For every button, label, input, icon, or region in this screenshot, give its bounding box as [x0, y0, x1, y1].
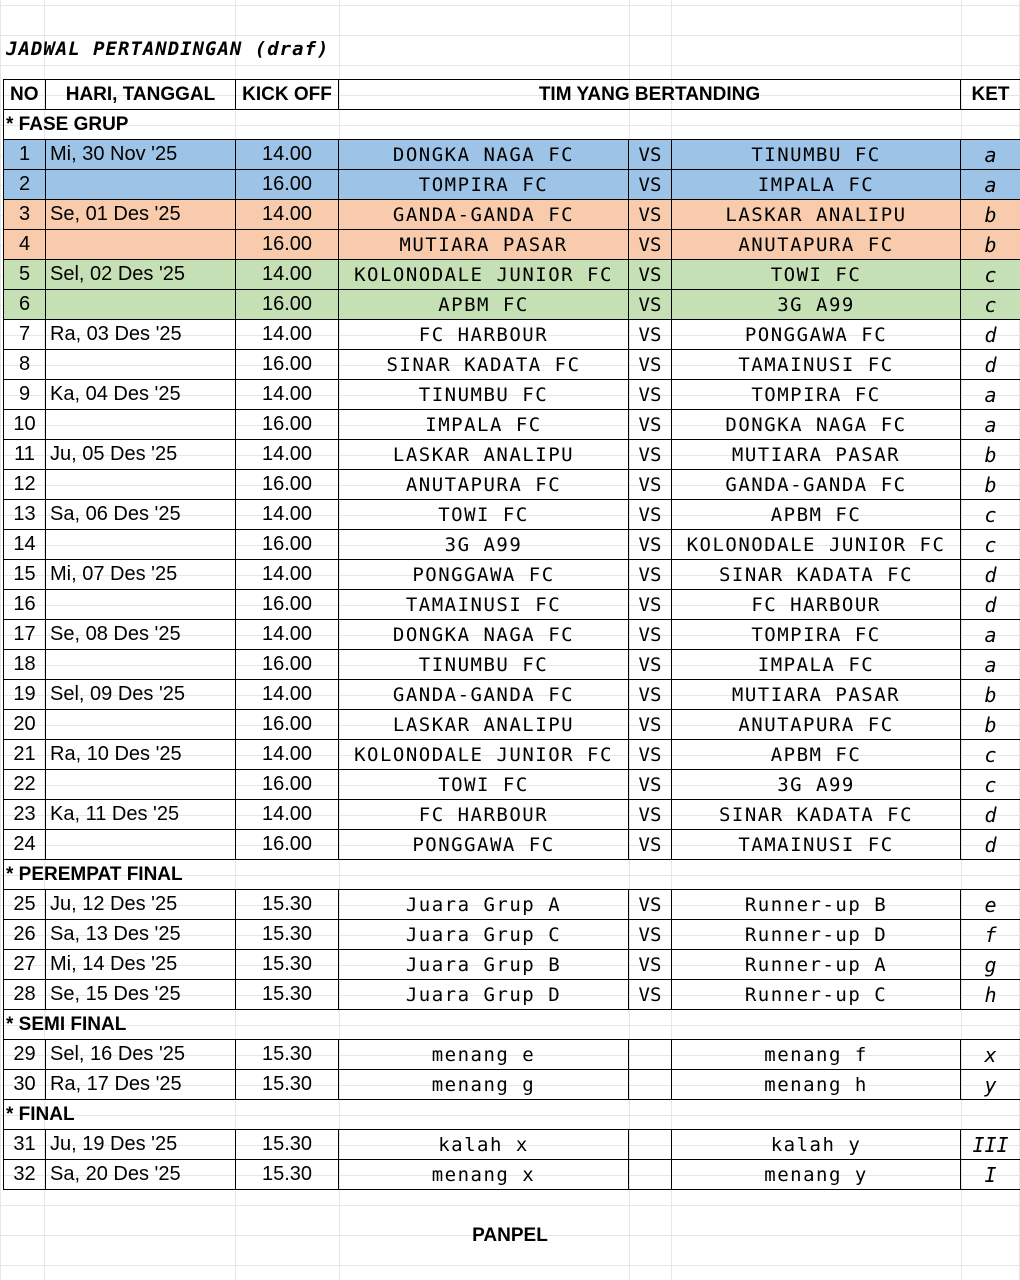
- match-row: [4, 230, 1020, 260]
- versus-label: VS: [629, 950, 672, 980]
- versus-label: VS: [629, 380, 672, 410]
- match-number: 31: [4, 1130, 46, 1160]
- away-team: TOMPIRA FC: [672, 380, 961, 410]
- versus-label: [629, 1040, 672, 1070]
- match-date: [46, 530, 236, 560]
- match-number: 22: [4, 770, 46, 800]
- kickoff-time: 14.00: [236, 200, 339, 230]
- section-header-row: [4, 1010, 1020, 1040]
- sheet-gridline: [0, 65, 1020, 66]
- kickoff-time: 14.00: [236, 680, 339, 710]
- kickoff-time: 16.00: [236, 590, 339, 620]
- versus-label: VS: [629, 320, 672, 350]
- match-date: Sa, 13 Des '25: [46, 920, 236, 950]
- ket-note: g: [961, 950, 1020, 980]
- home-team: IMPALA FC: [339, 410, 629, 440]
- match-date: [46, 170, 236, 200]
- match-number: 20: [4, 710, 46, 740]
- kickoff-time: 16.00: [236, 170, 339, 200]
- ket-note: d: [961, 590, 1020, 620]
- match-date: Ra, 03 Des '25: [46, 320, 236, 350]
- away-team: menang y: [672, 1160, 961, 1190]
- schedule-table: [3, 79, 1020, 1190]
- kickoff-time: 14.00: [236, 380, 339, 410]
- home-team: Juara Grup C: [339, 920, 629, 950]
- kickoff-time: 14.00: [236, 320, 339, 350]
- ket-note: h: [961, 980, 1020, 1010]
- away-team: MUTIARA PASAR: [672, 680, 961, 710]
- kickoff-time: 16.00: [236, 470, 339, 500]
- ket-note: b: [961, 440, 1020, 470]
- home-team: DONGKA NAGA FC: [339, 140, 629, 170]
- home-team: FC HARBOUR: [339, 800, 629, 830]
- away-team: menang f: [672, 1040, 961, 1070]
- match-number: 4: [4, 230, 46, 260]
- ket-note: e: [961, 890, 1020, 920]
- home-team: menang g: [339, 1070, 629, 1100]
- match-number: 17: [4, 620, 46, 650]
- match-date: [46, 590, 236, 620]
- ket-note: c: [961, 500, 1020, 530]
- match-number: 11: [4, 440, 46, 470]
- home-team: ANUTAPURA FC: [339, 470, 629, 500]
- match-row: [4, 1130, 1020, 1160]
- ket-note: d: [961, 320, 1020, 350]
- away-team: TOWI FC: [672, 260, 961, 290]
- versus-label: VS: [629, 590, 672, 620]
- match-date: Se, 08 Des '25: [46, 620, 236, 650]
- match-number: 21: [4, 740, 46, 770]
- ket-note: a: [961, 380, 1020, 410]
- versus-label: VS: [629, 620, 672, 650]
- match-row: [4, 500, 1020, 530]
- kickoff-time: 15.30: [236, 920, 339, 950]
- header-kickoff: KICK OFF: [236, 80, 339, 110]
- kickoff-time: 16.00: [236, 350, 339, 380]
- ket-note: c: [961, 770, 1020, 800]
- match-row: [4, 830, 1020, 860]
- match-row: [4, 620, 1020, 650]
- match-number: 12: [4, 470, 46, 500]
- match-row: [4, 290, 1020, 320]
- kickoff-time: 14.00: [236, 440, 339, 470]
- away-team: MUTIARA PASAR: [672, 440, 961, 470]
- away-team: APBM FC: [672, 500, 961, 530]
- away-team: TAMAINUSI FC: [672, 830, 961, 860]
- match-date: Mi, 14 Des '25: [46, 950, 236, 980]
- match-number: 18: [4, 650, 46, 680]
- match-date: Sel, 02 Des '25: [46, 260, 236, 290]
- away-team: TAMAINUSI FC: [672, 350, 961, 380]
- versus-label: VS: [629, 830, 672, 860]
- kickoff-time: 14.00: [236, 260, 339, 290]
- schedule-table-body: [4, 80, 1020, 1190]
- match-date: Ka, 11 Des '25: [46, 800, 236, 830]
- match-date: [46, 650, 236, 680]
- match-number: 5: [4, 260, 46, 290]
- match-number: 27: [4, 950, 46, 980]
- match-number: 10: [4, 410, 46, 440]
- match-number: 26: [4, 920, 46, 950]
- match-date: Ra, 17 Des '25: [46, 1070, 236, 1100]
- header-teams: TIM YANG BERTANDING: [339, 80, 961, 110]
- sheet-gridline: [0, 1205, 1020, 1206]
- home-team: GANDA-GANDA FC: [339, 680, 629, 710]
- match-number: 9: [4, 380, 46, 410]
- kickoff-time: 15.30: [236, 890, 339, 920]
- ket-note: d: [961, 800, 1020, 830]
- kickoff-time: 16.00: [236, 770, 339, 800]
- match-date: [46, 230, 236, 260]
- ket-note: III: [961, 1130, 1020, 1160]
- match-row: [4, 200, 1020, 230]
- match-row: [4, 710, 1020, 740]
- match-date: Mi, 30 Nov '25: [46, 140, 236, 170]
- away-team: 3G A99: [672, 290, 961, 320]
- kickoff-time: 16.00: [236, 230, 339, 260]
- away-team: DONGKA NAGA FC: [672, 410, 961, 440]
- header-date: HARI, TANGGAL: [46, 80, 236, 110]
- ket-note: f: [961, 920, 1020, 950]
- match-number: 14: [4, 530, 46, 560]
- versus-label: VS: [629, 710, 672, 740]
- versus-label: VS: [629, 470, 672, 500]
- home-team: kalah x: [339, 1130, 629, 1160]
- match-number: 29: [4, 1040, 46, 1070]
- home-team: APBM FC: [339, 290, 629, 320]
- versus-label: VS: [629, 500, 672, 530]
- away-team: SINAR KADATA FC: [672, 560, 961, 590]
- match-number: 19: [4, 680, 46, 710]
- match-row: [4, 920, 1020, 950]
- versus-label: VS: [629, 650, 672, 680]
- match-number: 1: [4, 140, 46, 170]
- page-title: JADWAL PERTANDINGAN (draf): [6, 38, 330, 60]
- versus-label: [629, 1130, 672, 1160]
- away-team: APBM FC: [672, 740, 961, 770]
- match-number: 6: [4, 290, 46, 320]
- away-team: Runner-up C: [672, 980, 961, 1010]
- match-number: 25: [4, 890, 46, 920]
- sheet-gridline: [0, 5, 1020, 6]
- home-team: TINUMBU FC: [339, 650, 629, 680]
- away-team: KOLONODALE JUNIOR FC: [672, 530, 961, 560]
- match-number: 23: [4, 800, 46, 830]
- away-team: Runner-up D: [672, 920, 961, 950]
- ket-note: a: [961, 410, 1020, 440]
- match-date: Se, 01 Des '25: [46, 200, 236, 230]
- match-row: [4, 380, 1020, 410]
- section-label: * SEMI FINAL: [4, 1010, 1020, 1040]
- match-date: [46, 410, 236, 440]
- match-date: Ju, 05 Des '25: [46, 440, 236, 470]
- match-row: [4, 650, 1020, 680]
- ket-note: x: [961, 1040, 1020, 1070]
- home-team: menang x: [339, 1160, 629, 1190]
- sheet-gridline: [0, 0, 1, 1280]
- versus-label: VS: [629, 350, 672, 380]
- versus-label: VS: [629, 560, 672, 590]
- match-number: 2: [4, 170, 46, 200]
- versus-label: VS: [629, 170, 672, 200]
- ket-note: c: [961, 260, 1020, 290]
- match-row: [4, 470, 1020, 500]
- match-number: 7: [4, 320, 46, 350]
- match-row: [4, 800, 1020, 830]
- kickoff-time: 15.30: [236, 950, 339, 980]
- ket-note: a: [961, 140, 1020, 170]
- home-team: LASKAR ANALIPU: [339, 710, 629, 740]
- home-team: TOWI FC: [339, 500, 629, 530]
- match-number: 13: [4, 500, 46, 530]
- section-label: * PEREMPAT FINAL: [4, 860, 1020, 890]
- kickoff-time: 16.00: [236, 290, 339, 320]
- match-number: 32: [4, 1160, 46, 1190]
- match-row: [4, 440, 1020, 470]
- ket-note: a: [961, 650, 1020, 680]
- versus-label: [629, 1070, 672, 1100]
- versus-label: VS: [629, 230, 672, 260]
- ket-note: d: [961, 560, 1020, 590]
- versus-label: VS: [629, 410, 672, 440]
- kickoff-time: 16.00: [236, 710, 339, 740]
- match-number: 8: [4, 350, 46, 380]
- home-team: 3G A99: [339, 530, 629, 560]
- away-team: GANDA-GANDA FC: [672, 470, 961, 500]
- match-row: [4, 770, 1020, 800]
- home-team: MUTIARA PASAR: [339, 230, 629, 260]
- match-date: Sa, 06 Des '25: [46, 500, 236, 530]
- home-team: menang e: [339, 1040, 629, 1070]
- header-ket: KET: [961, 80, 1020, 110]
- match-date: Ju, 12 Des '25: [46, 890, 236, 920]
- ket-note: c: [961, 740, 1020, 770]
- kickoff-time: 16.00: [236, 650, 339, 680]
- versus-label: [629, 1160, 672, 1190]
- ket-note: c: [961, 530, 1020, 560]
- kickoff-time: 15.30: [236, 1160, 339, 1190]
- match-row: [4, 1160, 1020, 1190]
- match-row: [4, 590, 1020, 620]
- ket-note: b: [961, 230, 1020, 260]
- section-label: * FINAL: [4, 1100, 1020, 1130]
- home-team: FC HARBOUR: [339, 320, 629, 350]
- match-number: 24: [4, 830, 46, 860]
- versus-label: VS: [629, 440, 672, 470]
- match-date: Ju, 19 Des '25: [46, 1130, 236, 1160]
- match-row: [4, 1070, 1020, 1100]
- versus-label: VS: [629, 800, 672, 830]
- away-team: kalah y: [672, 1130, 961, 1160]
- home-team: TOMPIRA FC: [339, 170, 629, 200]
- versus-label: VS: [629, 200, 672, 230]
- section-label: * FASE GRUP: [4, 110, 1020, 140]
- match-row: [4, 260, 1020, 290]
- kickoff-time: 14.00: [236, 740, 339, 770]
- ket-note: I: [961, 1160, 1020, 1190]
- footer-signature-panpel: PANPEL: [472, 1225, 548, 1246]
- versus-label: VS: [629, 680, 672, 710]
- header-no: NO: [4, 80, 46, 110]
- versus-label: VS: [629, 530, 672, 560]
- kickoff-time: 15.30: [236, 1040, 339, 1070]
- match-number: 15: [4, 560, 46, 590]
- versus-label: VS: [629, 890, 672, 920]
- home-team: TINUMBU FC: [339, 380, 629, 410]
- home-team: TAMAINUSI FC: [339, 590, 629, 620]
- away-team: IMPALA FC: [672, 650, 961, 680]
- home-team: SINAR KADATA FC: [339, 350, 629, 380]
- home-team: TOWI FC: [339, 770, 629, 800]
- kickoff-time: 14.00: [236, 800, 339, 830]
- home-team: Juara Grup D: [339, 980, 629, 1010]
- away-team: menang h: [672, 1070, 961, 1100]
- match-number: 16: [4, 590, 46, 620]
- match-date: [46, 830, 236, 860]
- match-number: 30: [4, 1070, 46, 1100]
- home-team: LASKAR ANALIPU: [339, 440, 629, 470]
- home-team: Juara Grup B: [339, 950, 629, 980]
- kickoff-time: 15.30: [236, 1070, 339, 1100]
- match-row: [4, 170, 1020, 200]
- match-date: Sa, 20 Des '25: [46, 1160, 236, 1190]
- versus-label: VS: [629, 290, 672, 320]
- match-date: Ra, 10 Des '25: [46, 740, 236, 770]
- away-team: ANUTAPURA FC: [672, 710, 961, 740]
- match-number: 28: [4, 980, 46, 1010]
- match-row: [4, 530, 1020, 560]
- match-row: [4, 410, 1020, 440]
- match-date: [46, 710, 236, 740]
- match-row: [4, 740, 1020, 770]
- match-date: [46, 290, 236, 320]
- match-date: [46, 350, 236, 380]
- home-team: Juara Grup A: [339, 890, 629, 920]
- away-team: IMPALA FC: [672, 170, 961, 200]
- sheet-gridline: [0, 35, 1020, 36]
- versus-label: VS: [629, 740, 672, 770]
- section-header-row: [4, 860, 1020, 890]
- match-row: [4, 980, 1020, 1010]
- ket-note: a: [961, 620, 1020, 650]
- kickoff-time: 16.00: [236, 530, 339, 560]
- home-team: PONGGAWA FC: [339, 560, 629, 590]
- match-date: Ka, 04 Des '25: [46, 380, 236, 410]
- ket-note: b: [961, 200, 1020, 230]
- versus-label: VS: [629, 770, 672, 800]
- away-team: Runner-up A: [672, 950, 961, 980]
- ket-note: b: [961, 680, 1020, 710]
- away-team: ANUTAPURA FC: [672, 230, 961, 260]
- match-row: [4, 890, 1020, 920]
- ket-note: b: [961, 710, 1020, 740]
- match-row: [4, 1040, 1020, 1070]
- match-date: Mi, 07 Des '25: [46, 560, 236, 590]
- match-date: Sel, 09 Des '25: [46, 680, 236, 710]
- ket-note: b: [961, 470, 1020, 500]
- home-team: KOLONODALE JUNIOR FC: [339, 260, 629, 290]
- kickoff-time: 15.30: [236, 1130, 339, 1160]
- versus-label: VS: [629, 980, 672, 1010]
- kickoff-time: 14.00: [236, 140, 339, 170]
- match-row: [4, 560, 1020, 590]
- ket-note: a: [961, 170, 1020, 200]
- home-team: GANDA-GANDA FC: [339, 200, 629, 230]
- kickoff-time: 15.30: [236, 980, 339, 1010]
- section-header-row: [4, 1100, 1020, 1130]
- versus-label: VS: [629, 140, 672, 170]
- match-row: [4, 350, 1020, 380]
- away-team: Runner-up B: [672, 890, 961, 920]
- versus-label: VS: [629, 920, 672, 950]
- match-row: [4, 950, 1020, 980]
- kickoff-time: 16.00: [236, 830, 339, 860]
- home-team: KOLONODALE JUNIOR FC: [339, 740, 629, 770]
- away-team: 3G A99: [672, 770, 961, 800]
- match-date: Se, 15 Des '25: [46, 980, 236, 1010]
- ket-note: y: [961, 1070, 1020, 1100]
- ket-note: d: [961, 830, 1020, 860]
- section-header-row: [4, 110, 1020, 140]
- home-team: PONGGAWA FC: [339, 830, 629, 860]
- away-team: LASKAR ANALIPU: [672, 200, 961, 230]
- ket-note: d: [961, 350, 1020, 380]
- match-date: [46, 770, 236, 800]
- match-row: [4, 140, 1020, 170]
- ket-note: c: [961, 290, 1020, 320]
- kickoff-time: 14.00: [236, 500, 339, 530]
- match-row: [4, 320, 1020, 350]
- away-team: TINUMBU FC: [672, 140, 961, 170]
- away-team: TOMPIRA FC: [672, 620, 961, 650]
- match-number: 3: [4, 200, 46, 230]
- kickoff-time: 16.00: [236, 410, 339, 440]
- home-team: DONGKA NAGA FC: [339, 620, 629, 650]
- match-row: [4, 680, 1020, 710]
- match-date: [46, 470, 236, 500]
- away-team: FC HARBOUR: [672, 590, 961, 620]
- away-team: PONGGAWA FC: [672, 320, 961, 350]
- kickoff-time: 14.00: [236, 560, 339, 590]
- match-date: Sel, 16 Des '25: [46, 1040, 236, 1070]
- sheet-gridline: [0, 1265, 1020, 1266]
- away-team: SINAR KADATA FC: [672, 800, 961, 830]
- versus-label: VS: [629, 260, 672, 290]
- kickoff-time: 14.00: [236, 620, 339, 650]
- header-row: [4, 80, 1020, 110]
